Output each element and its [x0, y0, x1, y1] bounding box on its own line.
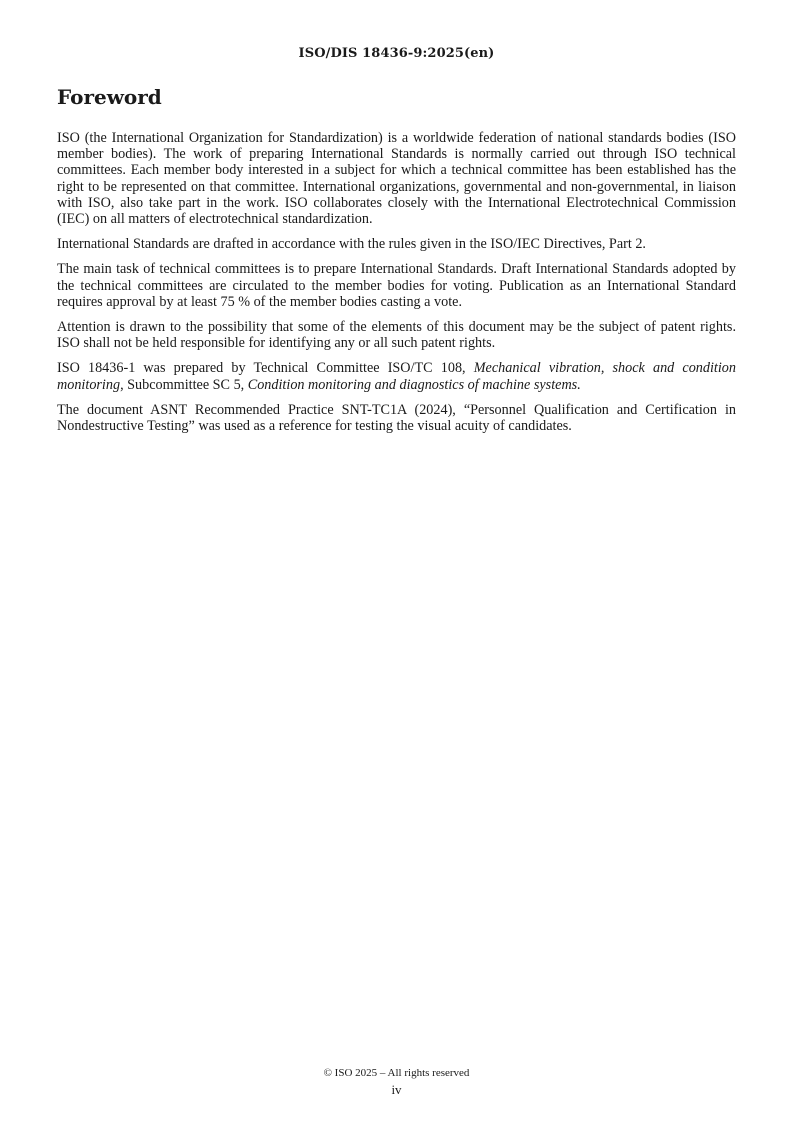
page-footer	[0, 1066, 793, 1099]
committee-name: Mechanical vibration, shock and condition monitoring	[57, 360, 736, 393]
preparation-text-sc: , Subcommittee SC 5,	[120, 376, 248, 393]
document-id-header: ISO/DIS 18436-9:2025(en)	[298, 46, 495, 61]
page-number: iv	[391, 1082, 402, 1097]
section-title: Foreword	[57, 85, 162, 109]
subcommittee-name: Condition monitoring and diagnostics of machine systems	[247, 376, 578, 393]
preparation-period: .	[577, 376, 581, 393]
paragraph-patent-rights: Attention is drawn to the possibility that some of the elements of this document may be the subject of patent rights. ISO shall not be held responsible for identifying any or all such patent rights.	[57, 319, 736, 352]
paragraph-iso-overview: ISO (the International Organization for Standardization) is a worldwide federation of national standards bodies (ISO member bodies). The work of preparing International Standards is normally carried out through ISO technical committees. Each member body interested in a subject for which a technical committee has been established has the right to be represented on that committee. International organizations, governmental and non-governmental, in liaison with ISO, also take part in the work. ISO collaborates closely with the International Electrotechnical Commission (IEC) on all matters of electrotechnical standardization.	[57, 130, 736, 228]
paragraph-directives: International Standards are drafted in accordance with the rules given in the ISO/IEC Directives, Part 2.	[57, 236, 646, 253]
document-body	[57, 84, 736, 443]
paragraph-technical-committees: The main task of technical committees is to prepare International Standards. Draft International Standards adopted by the technical committees are circulated to the member bodies for voting. Publication as an International Standard requires approval by at least 75 % of the member bodies casting a vote.	[57, 261, 736, 310]
preparation-text: ISO 18436-1 was prepared by Technical Committee ISO/TC 108,	[57, 360, 474, 377]
paragraph-preparation	[57, 360, 736, 392]
paragraph-asnt-reference: The document ASNT Recommended Practice SNT-TC1A (2024), “Personnel Qualification and Certification in Nondestructive Testing” was used as a reference for testing the visual acuity of candidates.	[57, 401, 736, 435]
copyright-notice: © ISO 2025 – All rights reserved	[323, 1067, 470, 1079]
